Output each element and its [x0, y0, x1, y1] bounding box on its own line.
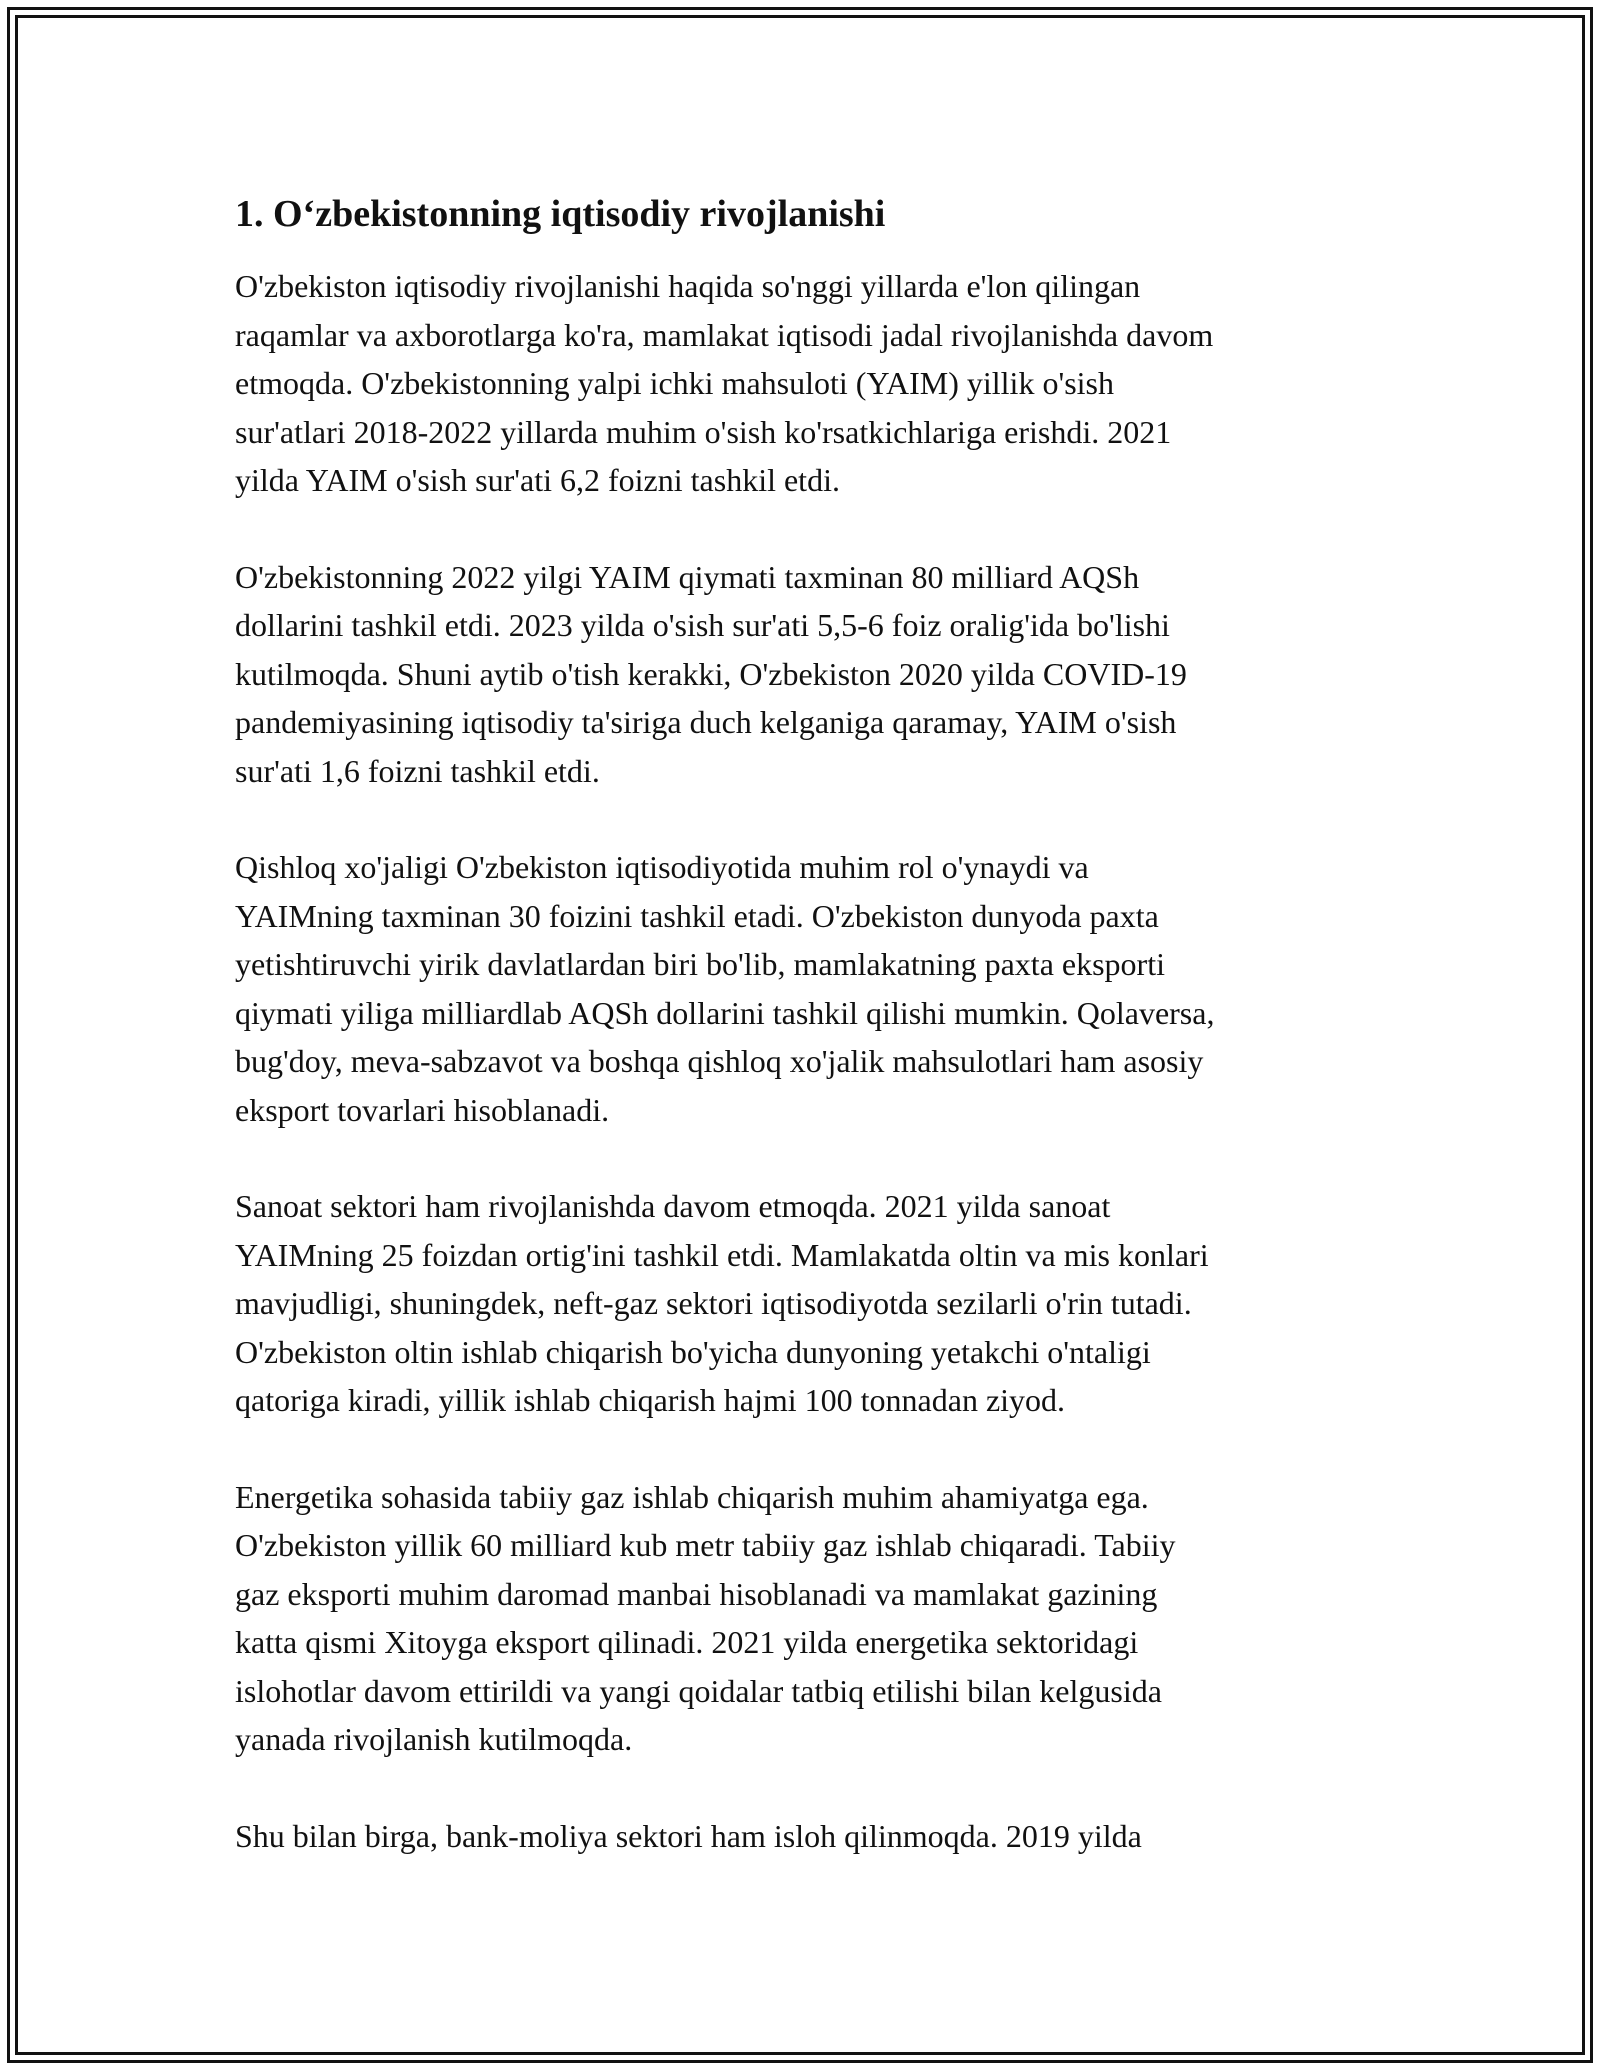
text-line: bug'doy, meva-sabzavot va boshqa qishloq xo'jalik mahsulotlari ham asosiy [235, 1043, 1204, 1079]
text-line: sur'atlari 2018-2022 yillarda muhim o'sish ko'rsatkichlariga erishdi. 2021 [235, 413, 1172, 450]
text-line: YAIMning taxminan 30 foizini tashkil etadi. O'zbekiston dunyoda paxta [235, 897, 1159, 934]
paragraph-gdp-growth [235, 262, 1375, 505]
text-line: Shu bilan birga, bank-moliya sektori ham isloh qilinmoqda. 2019 yilda [235, 1817, 1142, 1854]
text-line: yilda YAIM o'sish sur'ati 6,2 foizni tashkil etdi. [235, 462, 840, 498]
paragraph-energy [235, 1473, 1375, 1764]
text-line: O'zbekiston oltin ishlab chiqarish bo'yicha dunyoning yetakchi o'ntaligi [235, 1333, 1151, 1370]
text-line: Energetika sohasida tabiiy gaz ishlab chiqarish muhim ahamiyatga ega. [235, 1478, 1149, 1515]
paragraph-gdp-value [235, 553, 1375, 796]
text-line: yanada rivojlanish kutilmoqda. [235, 1721, 633, 1757]
text-line: raqamlar va axborotlarga ko'ra, mamlakat iqtisodi jadal rivojlanishda davom [235, 316, 1214, 353]
document-body [235, 188, 1375, 1908]
text-line: YAIMning 25 foizdan ortig'ini tashkil etdi. Mamlakatda oltin va mis konlari [235, 1236, 1209, 1273]
text-line: gaz eksporti muhim daromad manbai hisoblanadi va mamlakat gazining [235, 1575, 1158, 1612]
text-line: yetishtiruvchi yirik davlatlardan biri bo'lib, mamlakatning paxta eksporti [235, 946, 1165, 982]
text-line: katta qismi Xitoyga eksport qilinadi. 2021 yilda energetika sektoridagi [235, 1624, 1139, 1660]
text-line: O'zbekiston yillik 60 milliard kub metr tabiiy gaz ishlab chiqaradi. Tabiiy [235, 1527, 1176, 1563]
text-line: O'zbekistonning 2022 yilgi YAIM qiymati taxminan 80 milliard AQSh [235, 558, 1140, 595]
paragraph-industry [235, 1182, 1375, 1425]
text-line: islohotlar davom ettirildi va yangi qoidalar tatbiq etilishi bilan kelgusida [235, 1672, 1162, 1709]
paragraph-banking [235, 1812, 1375, 1861]
text-line: qatoriga kiradi, yillik ishlab chiqarish hajmi 100 tonnadan ziyod. [235, 1382, 1066, 1418]
paragraph-agriculture [235, 843, 1375, 1134]
text-line: mavjudligi, shuningdek, neft-gaz sektori iqtisodiyotda sezilarli o'rin tutadi. [235, 1285, 1192, 1321]
text-line: Qishloq xo'jaligi O'zbekiston iqtisodiyotida muhim rol o'ynaydi va [235, 849, 1089, 885]
section-title: 1. O‘zbekistonning iqtisodiy rivojlanishi [235, 193, 886, 235]
text-line: dollarini tashkil etdi. 2023 yilda o'sish sur'ati 5,5-6 foiz oralig'ida bo'lishi [235, 607, 1170, 643]
text-line: sur'ati 1,6 foizni tashkil etdi. [235, 752, 600, 789]
text-line: kutilmoqda. Shuni aytib o'tish kerakki, O'zbekiston 2020 yilda COVID-19 [235, 655, 1187, 692]
text-line: eksport tovarlari hisoblanadi. [235, 1091, 610, 1128]
text-line: O'zbekiston iqtisodiy rivojlanishi haqida so'nggi yillarda e'lon qilingan [235, 268, 1141, 304]
text-line: qiymati yiliga milliardlab AQSh dollarini tashkil qilishi mumkin. Qolaversa, [235, 994, 1215, 1031]
text-line: etmoqda. O'zbekistonning yalpi ichki mahsuloti (YAIM) yillik o'sish [235, 365, 1114, 401]
text-line: Sanoat sektori ham rivojlanishda davom etmoqda. 2021 yilda sanoat [235, 1188, 1111, 1224]
text-line: pandemiyasining iqtisodiy ta'siriga duch kelganiga qaramay, YAIM o'sish [235, 704, 1177, 740]
